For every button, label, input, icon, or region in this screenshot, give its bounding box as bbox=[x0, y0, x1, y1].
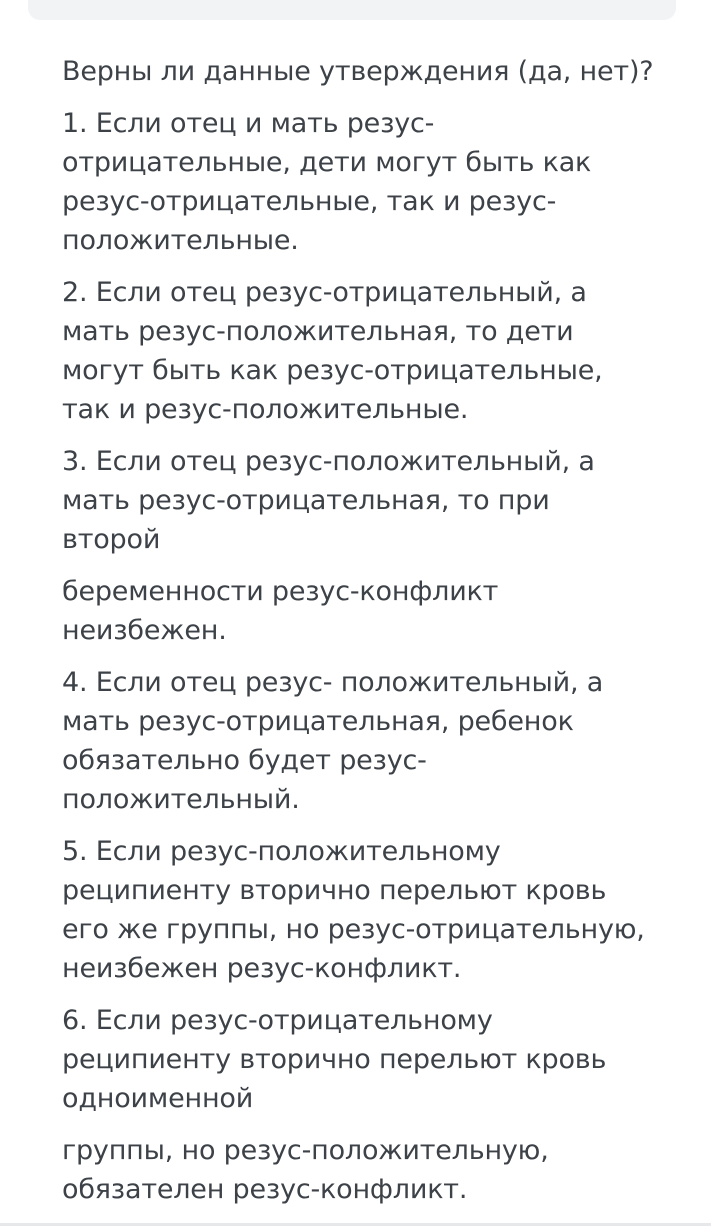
text-line: группы, но резус-положительную, bbox=[62, 1135, 549, 1166]
text-line: мать резус-отрицательная, то при bbox=[62, 485, 550, 516]
text-line: его же группы, но резус-отрицательную, bbox=[62, 914, 645, 945]
text-line: 6. Если резус-отрицательному bbox=[62, 1005, 493, 1036]
statement-3-part-1 bbox=[62, 442, 662, 559]
text-line: Верны ли данные утверждения (да, нет)? bbox=[62, 56, 654, 87]
text-line: реципиенту вторично перельют кровь bbox=[62, 1044, 607, 1075]
text-line: реципиенту вторично перельют кровь bbox=[62, 875, 607, 906]
statement-3-part-2 bbox=[62, 572, 662, 650]
text-line: резус-отрицательные, так и резус- bbox=[62, 186, 557, 217]
statement-6-part-2 bbox=[62, 1131, 662, 1209]
statement-4 bbox=[62, 663, 662, 819]
text-line: могут быть как резус-отрицательные, bbox=[62, 355, 603, 386]
text-line: обязателен резус-конфликт. bbox=[62, 1174, 468, 1205]
statement-5 bbox=[62, 832, 662, 988]
text-line: одноименной bbox=[62, 1083, 254, 1114]
statement-6-part-1 bbox=[62, 1001, 662, 1118]
text-line: беременности резус-конфликт bbox=[62, 576, 499, 607]
text-line: неизбежен. bbox=[62, 615, 227, 646]
text-line: обязательно будет резус- bbox=[62, 745, 427, 776]
text-line: мать резус-положительная, то дети bbox=[62, 316, 574, 347]
text-line: второй bbox=[62, 524, 161, 555]
text-line: 1. Если отец и мать резус- bbox=[62, 108, 435, 139]
text-line: положительный. bbox=[62, 784, 300, 815]
statement-1 bbox=[62, 104, 662, 260]
text-line: мать резус-отрицательная, ребенок bbox=[62, 706, 574, 737]
text-line: 3. Если отец резус-положительный, а bbox=[62, 446, 595, 477]
text-line: 2. Если отец резус-отрицательный, а bbox=[62, 277, 587, 308]
text-line: положительные. bbox=[62, 225, 299, 256]
question-text-block bbox=[62, 52, 662, 1222]
text-line: так и резус-положительные. bbox=[62, 394, 469, 425]
question-heading bbox=[62, 52, 662, 91]
statement-2 bbox=[62, 273, 662, 429]
previous-card bbox=[28, 0, 676, 20]
text-line: неизбежен резус-конфликт. bbox=[62, 953, 462, 984]
text-line: 5. Если резус-положительному bbox=[62, 836, 501, 867]
text-line: отрицательные, дети могут быть как bbox=[62, 147, 592, 178]
text-line: 4. Если отец резус- положительный, а bbox=[62, 667, 604, 698]
